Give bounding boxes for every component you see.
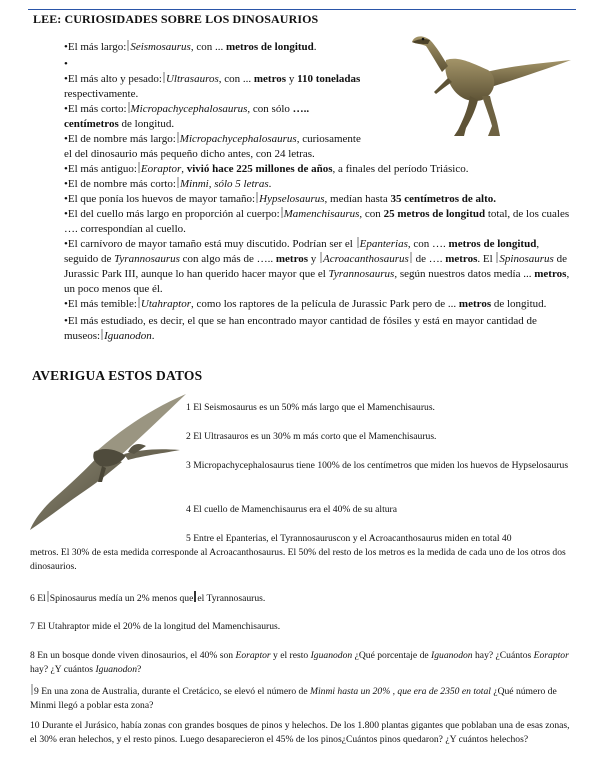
top-rule	[28, 9, 576, 10]
question-4: 4 El cuello de Mamenchisaurus era el 40% de su altura	[186, 504, 397, 515]
question-2: 2 El Ultrasauros es un 30% m más corto que el Mamenchisaurus.	[186, 431, 437, 442]
section-title: AVERIGUA ESTOS DATOS	[32, 368, 203, 383]
facts-list	[64, 40, 574, 344]
fact-longest-name: •El de nombre más largo: Micropachycephalosaurus, curiosamente el del dinosaurio más pequeño dicho antes, con 24 letras.	[64, 133, 361, 160]
fact-shortest-name: •El de nombre más corto: Minmi, sólo 5 letras.	[64, 178, 272, 190]
question-6: 6 El Spinosaurus medía un 2% menos que el Tyrannosaurus.	[30, 593, 266, 604]
question-7: 7 El Utahraptor mide el 20% de la longitud del Mamenchisaurus.	[30, 621, 281, 632]
question-8: 8 En un bosque donde viven dinosaurios, el 40% son Eoraptor y el resto Iguanodon ¿Qué porcentaje de Iguanodon hay? ¿Cuántos Eoraptor hay? ¿Y cuántos Iguanodon?	[30, 650, 569, 675]
fact-tallest: •El más alto y pesado: Ultrasauros, con ... metros y 110 toneladas respectivamente.	[64, 73, 361, 100]
question-5-line1: 5 Entre el Epanterias, el Tyrannosauruscon y el Acroacanthosaurus miden en total 40	[186, 533, 512, 544]
fact-longest: •El más largo: Seismosaurus, con ... metros de longitud.	[64, 41, 317, 53]
fact-longest-neck: •El del cuello más largo en proporción al cuerpo: Mamenchisaurus, con 25 metros de longitud total, de los cuales …. correspondían al cuello.	[64, 208, 570, 235]
question-10: 10 Durante el Jurásico, había zonas con grandes bosques de pinos y helechos. De los 1.800 plantas gigantes que poblaban una de esas zonas, el 30% eran helechos, y el resto pinos. Luego desaparecieron el 45% de los pinos¿Cuántos pinos quedaron? ¿Y cuántos helechos?	[30, 720, 570, 745]
fact-most-fearsome: •El más temible: Utahraptor, como los raptores de la película de Jurassic Park pero de ... metros de longitud.	[64, 298, 547, 310]
question-1: 1 El Seismosaurus es un 50% más largo que el Mamenchisaurus.	[186, 402, 435, 413]
question-3: 3 Micropachycephalosaurus tiene 100% de los centímetros que miden los huevos de Hypselosaurus	[186, 460, 569, 471]
pterosaur-illustration	[28, 390, 188, 538]
question-9: 9 En una zona de Australia, durante el Cretácico, se elevó el número de Minmi hasta un 20% , que era de 2350 en total ¿Qué número de Minmi llegó a poblar esta zona?	[30, 686, 557, 711]
question-5-line2: metros. El 30% de esta medida corresponde al Acroacanthosaurus. El 50% del resto de los metros es la medida de cada uno de los otros dos dinosaurios.	[30, 547, 566, 572]
fact-shortest: •El más corto: Micropachycephalosaurus, con sólo ….. centímetros de longitud.	[64, 103, 310, 130]
fact-oldest: •El más antiguo: Eoraptor, vivió hace 225 millones de años, a finales del período Triásico.	[64, 163, 469, 175]
fact-blank: •	[64, 58, 68, 70]
fact-largest-carnivore: •El carnívoro de mayor tamaño está muy discutido. Podrían ser el Epanterias, con …. metros de longitud, seguido de Tyrannosaurus con algo más de ….. metros y Acroacanthosaurus de …. metros. El Spinosaurus de Jurassic Park III, aunque lo han querido hacer mayor que el Tyrannosaurus, según nuestros datos medía ... metros, un poco menos que él.	[64, 238, 570, 295]
fact-largest-eggs: •El que ponía los huevos de mayor tamaño: Hypselosaurus, medían hasta 35 centímetros de alto.	[64, 193, 496, 205]
fact-most-studied: •El más estudiado, es decir, el que se han encontrado mayor cantidad de fósiles y está en mayor cantidad de museos: Iguanodon.	[64, 315, 537, 342]
page-title: LEE: CURIOSIDADES SOBRE LOS DINOSAURIOS	[33, 12, 319, 26]
